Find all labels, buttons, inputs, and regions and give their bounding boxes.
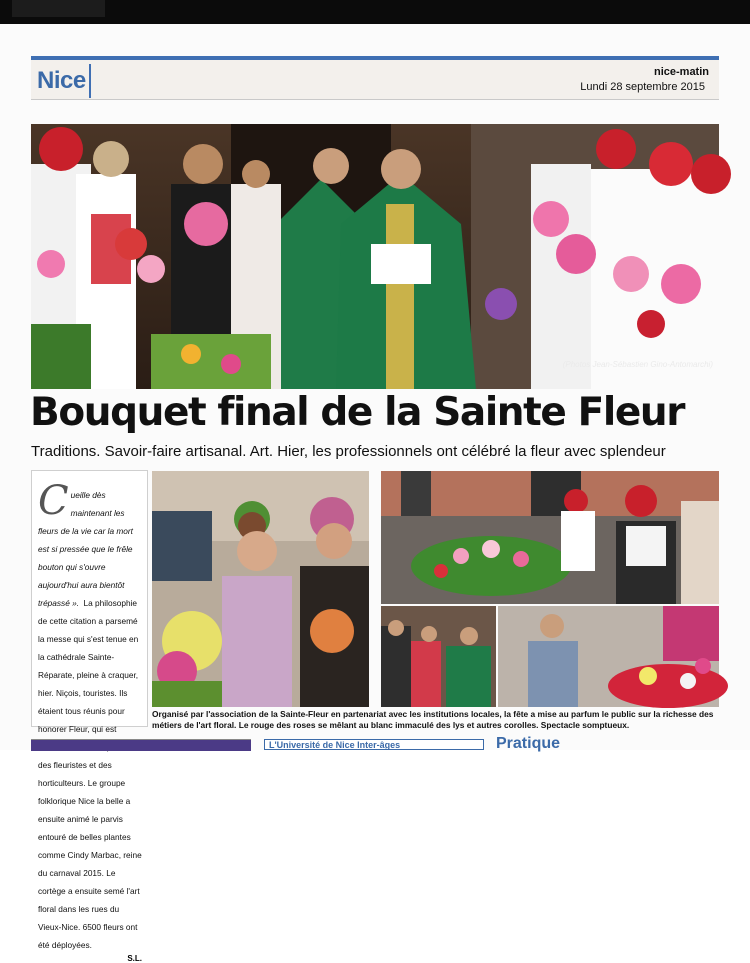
article-box [31,470,148,963]
issue-date: Lundi 28 septembre 2015 [580,81,705,93]
main-photo-illustration [31,124,719,389]
page-header [31,56,719,100]
brand-name: nice-matin [653,66,709,78]
article-signature: S.L. [127,954,142,963]
photo-crowd [381,606,496,707]
photo-flower-man [498,606,719,707]
article-lead: ueille dès maintenant les fleurs de la vie car la mort est si pressée que le frêle bouton qui s'ouvre aujourd'hui aura bientôt trépassé ». [38,490,133,608]
photo-women-illustration [152,471,369,707]
subheadline: Traditions. Savoir-faire artisanal. Art. Hier, les professionnels ont célébré la fleur avec splendeur [31,443,666,460]
section-title: Nice [37,67,86,94]
top-bar [0,0,750,24]
photo-caption: Organisé par l'association de la Sainte-Fleur en partenariat avec les institutions locales, la fête a mise au parfum le public sur la richesse des métiers de l'art floral. Le rouge des roses se mêlant au blanc immaculé des lys et autres corolles. Spectacle somptueux. [152,709,714,730]
photo-women [152,471,369,707]
article-body: La philosophie de cette citation a parsemé la messe qui s'est tenue en la cathédrale Sainte-Réparate, pleine à craquer, hier. Niçois, touristes. Ils étaient tous réunis pour honorer Fleur, qui est des fleuristes et des horticulteurs. Le groupe folklorique Nice la belle a ensuite animé le parvis entouré de belles plantes comme Cindy Marbac, reine du carnaval 2015. Le cortège a ensuite semé l'art floral dans les rues du Vieux-Nice. 6500 fleurs ont été déployées. [38,598,142,950]
photo-flower-cart [381,471,719,604]
photo-credit: (Photos Jean-Sébastien Gino-Antomarchi) [562,360,713,369]
drop-cap: C [38,478,69,524]
footer-ad-box [31,739,251,751]
section-divider [89,64,91,98]
photo-flower-man-illustration [498,606,719,707]
footer-box-pratique: Pratique [496,735,561,752]
top-tab [12,0,105,17]
photo-crowd-illustration [381,606,496,707]
photo-flower-cart-illustration [381,471,719,604]
headline: Bouquet final de la Sainte Fleur [30,390,685,435]
footer-box-university: L'Université de Nice Inter-âges [264,739,484,750]
main-photo [31,124,719,389]
